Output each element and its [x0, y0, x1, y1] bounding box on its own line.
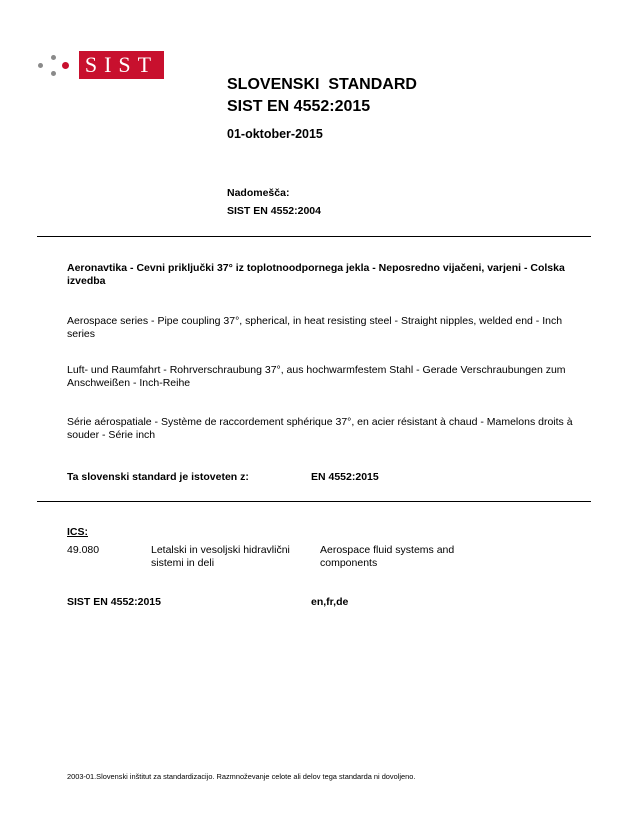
divider-bottom	[37, 501, 591, 502]
footer-copyright: 2003-01.Slovenski inštitut za standardizacijo. Razmnoževanje celote ali delov tega standarda ni dovoljeno.	[67, 772, 416, 781]
replaces-label: Nadomešča:	[227, 187, 290, 199]
standard-date: 01-oktober-2015	[227, 127, 323, 141]
ics-code: 49.080	[67, 544, 100, 556]
title-slovenian: Aeronavtika - Cevni priključki 37° iz toplotnoodpornega jekla - Neposredno vijačeni, varjeni - Colska izvedba	[67, 262, 565, 287]
replaces-code: SIST EN 4552:2004	[227, 205, 321, 217]
logo-dot-icon	[38, 63, 43, 68]
logo-dot-icon	[51, 55, 56, 60]
title-german: Luft- und Raumfahrt - Rohrverschraubung 37°, aus hochwarmfestem Stahl - Gerade Verschraubungen zum Anschweißen - Inch-Reihe	[67, 364, 566, 389]
logo-dot-icon	[51, 71, 56, 76]
standard-title: SLOVENSKI STANDARD	[227, 76, 417, 93]
summary-languages: en,fr,de	[311, 596, 349, 608]
ics-description-sl: Letalski in vesoljski hidravlični sistemi in deli	[151, 544, 290, 569]
title-french: Série aérospatiale - Système de raccordement sphérique 37°, en acier résistant à chaud - Mamelons droits à souder - Série inch	[67, 416, 573, 441]
logo-dot-icon	[62, 62, 69, 69]
ics-description-en: Aerospace fluid systems and components	[320, 544, 455, 569]
identical-value: EN 4552:2015	[311, 471, 379, 483]
summary-code: SIST EN 4552:2015	[67, 596, 161, 608]
standard-code: SIST EN 4552:2015	[227, 98, 371, 115]
logo-text: SIST	[79, 51, 164, 79]
identical-label: Ta slovenski standard je istoveten z:	[67, 471, 249, 483]
ics-label: ICS:	[67, 526, 88, 538]
divider-top	[37, 236, 591, 237]
title-english: Aerospace series - Pipe coupling 37°, spherical, in heat resisting steel - Straight nipples, welded end - Inch series	[67, 315, 563, 340]
